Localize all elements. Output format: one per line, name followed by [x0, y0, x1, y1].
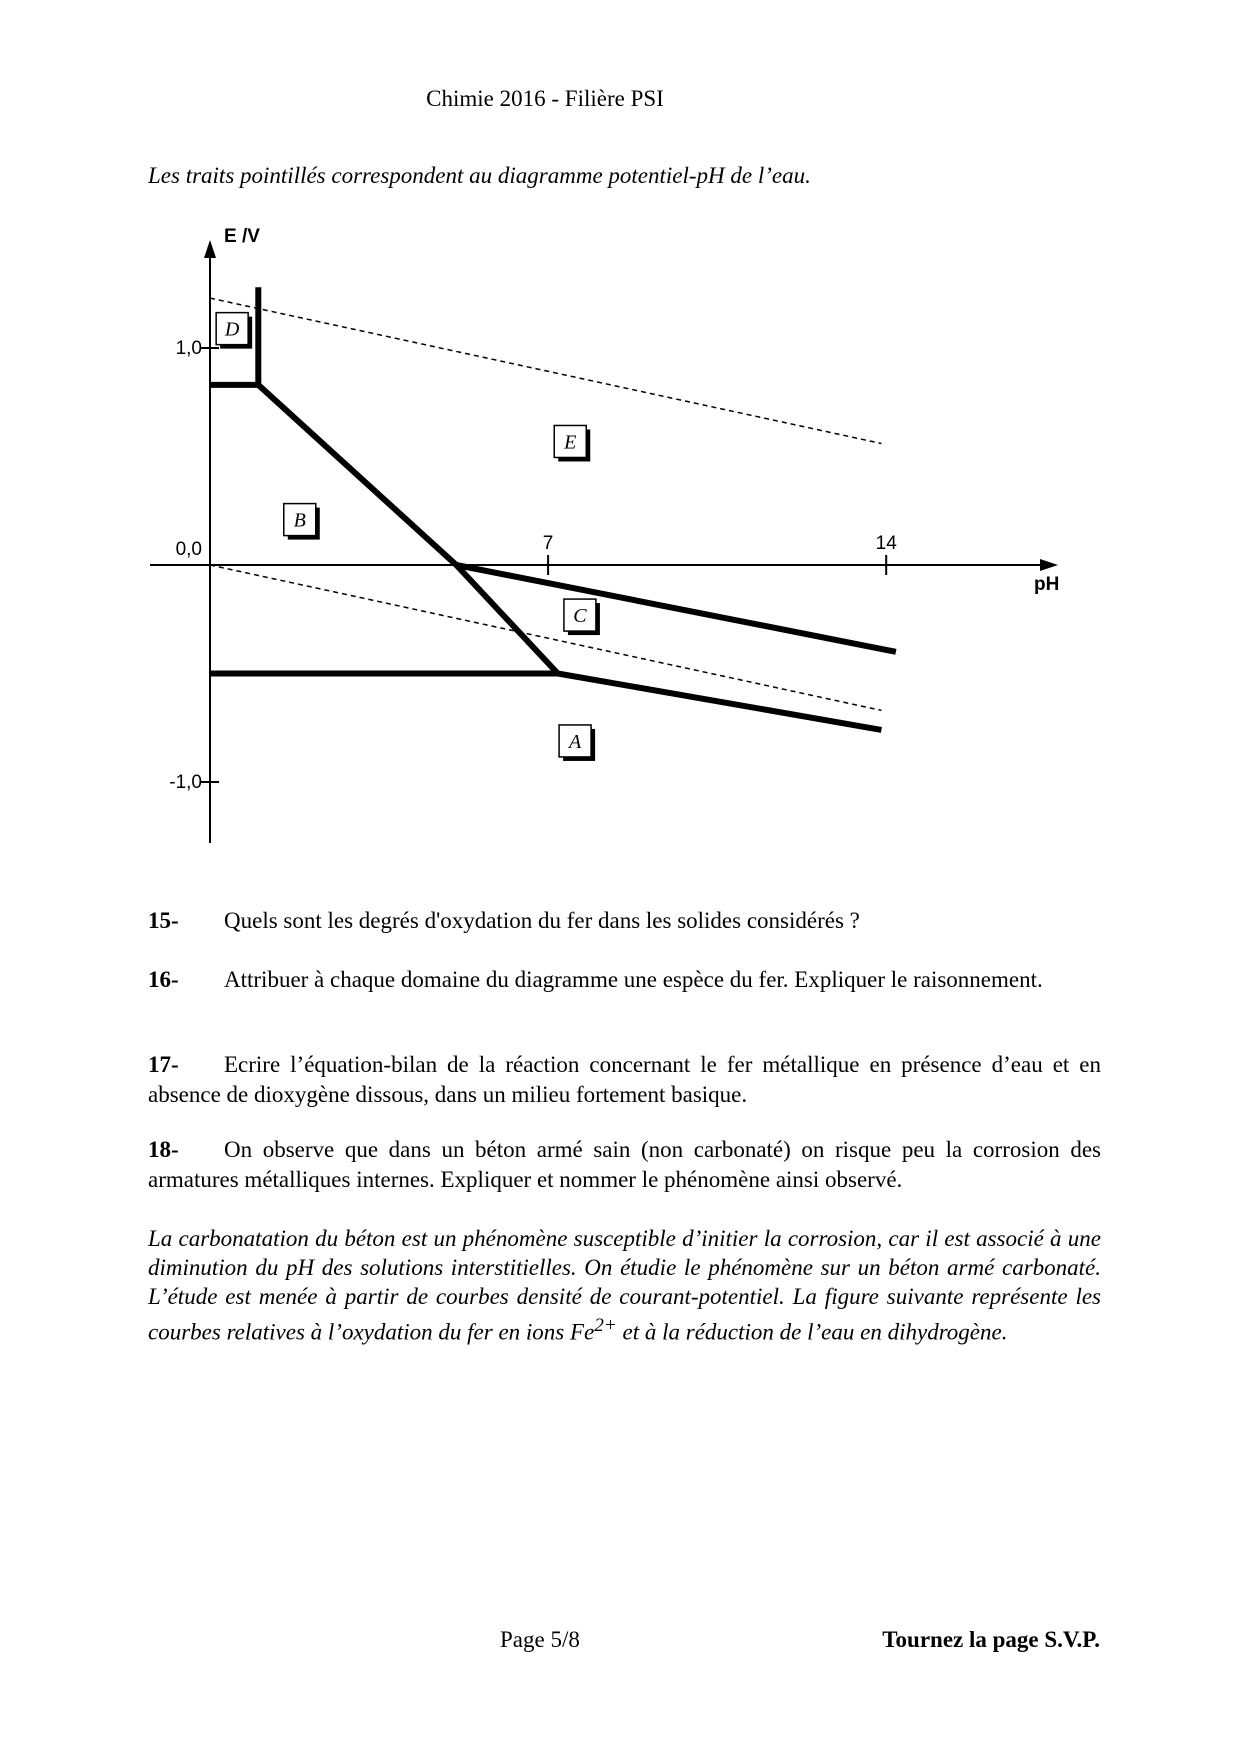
y-axis-title: E /V: [224, 226, 260, 247]
closing-paragraph: [148, 1224, 1101, 1347]
page-number: Page 5/8: [500, 1627, 580, 1652]
x-tick-label: 14: [875, 533, 897, 554]
page-header: Chimie 2016 - Filière PSI: [426, 86, 664, 111]
domain-letter: A: [568, 730, 582, 753]
y-tick-label: 1,0: [175, 338, 202, 359]
turn-page-note: Tournez la page S.V.P.: [882, 1627, 1100, 1652]
diagram-intro: Les traits pointillés correspondent au diagramme potentiel-pH de l’eau.: [148, 163, 811, 188]
domain-letter: B: [293, 509, 306, 532]
domain-letter: C: [573, 605, 587, 628]
question-17: [148, 1050, 1101, 1110]
x-axis-arrow: [1040, 559, 1058, 571]
question-number: 15-: [148, 908, 179, 933]
domain-B: [284, 504, 320, 540]
closing-superscript: 2+: [594, 1315, 617, 1336]
domain-D: [216, 313, 252, 349]
domain-letter: D: [224, 318, 240, 341]
water-line: [210, 565, 881, 710]
x-tick-label: 7: [542, 533, 554, 554]
frontier-line: [558, 674, 882, 730]
closing-text-2: et à la réduction de l’eau en dihydrogène.: [616, 1319, 1008, 1345]
closing-text-1: La carbonatation du béton est un phénomène susceptible d’initier la corrosion, car il est associé à une diminution du pH des solutions interstitielles. On étudie le phénomène sur un béton armé carbonaté. L’étude est menée à partir de courbes densité de courant-potentiel. La figure suivante représente les courbes relatives à l’oxydation du fer en ions Fe: [148, 1226, 1101, 1345]
domain-E: [554, 425, 590, 461]
domain-C: [564, 599, 600, 635]
question-16: [148, 965, 1101, 995]
question-number: 18-: [148, 1137, 179, 1162]
question-15: [148, 906, 1101, 936]
domain-letter: E: [564, 431, 577, 454]
question-text: Attribuer à chaque domaine du diagramme une espèce du fer. Expliquer le raisonnement.: [224, 967, 1043, 992]
question-text: Quels sont les degrés d'oxydation du fer dans les solides considérés ?: [224, 908, 860, 933]
question-18: [148, 1135, 1101, 1195]
question-text: On observe que dans un béton armé sain (non carbonaté) on risque peu la corrosion des armatures métalliques internes. Expliquer et nommer le phénomène ainsi observé.: [148, 1137, 1101, 1192]
domain-A: [559, 725, 595, 761]
question-text: Ecrire l’équation-bilan de la réaction concernant le fer métallique en présence d’eau et en absence de dioxygène dissous, dans un milieu fortement basique.: [148, 1052, 1101, 1107]
y-axis-arrow: [204, 240, 216, 258]
x-axis-title: pH: [1034, 574, 1060, 595]
question-number: 16-: [148, 967, 179, 992]
question-number: 17-: [148, 1052, 179, 1077]
water-line: [210, 298, 881, 443]
y-tick-label: -1,0: [169, 772, 202, 793]
y-tick-label: 0,0: [175, 539, 202, 560]
